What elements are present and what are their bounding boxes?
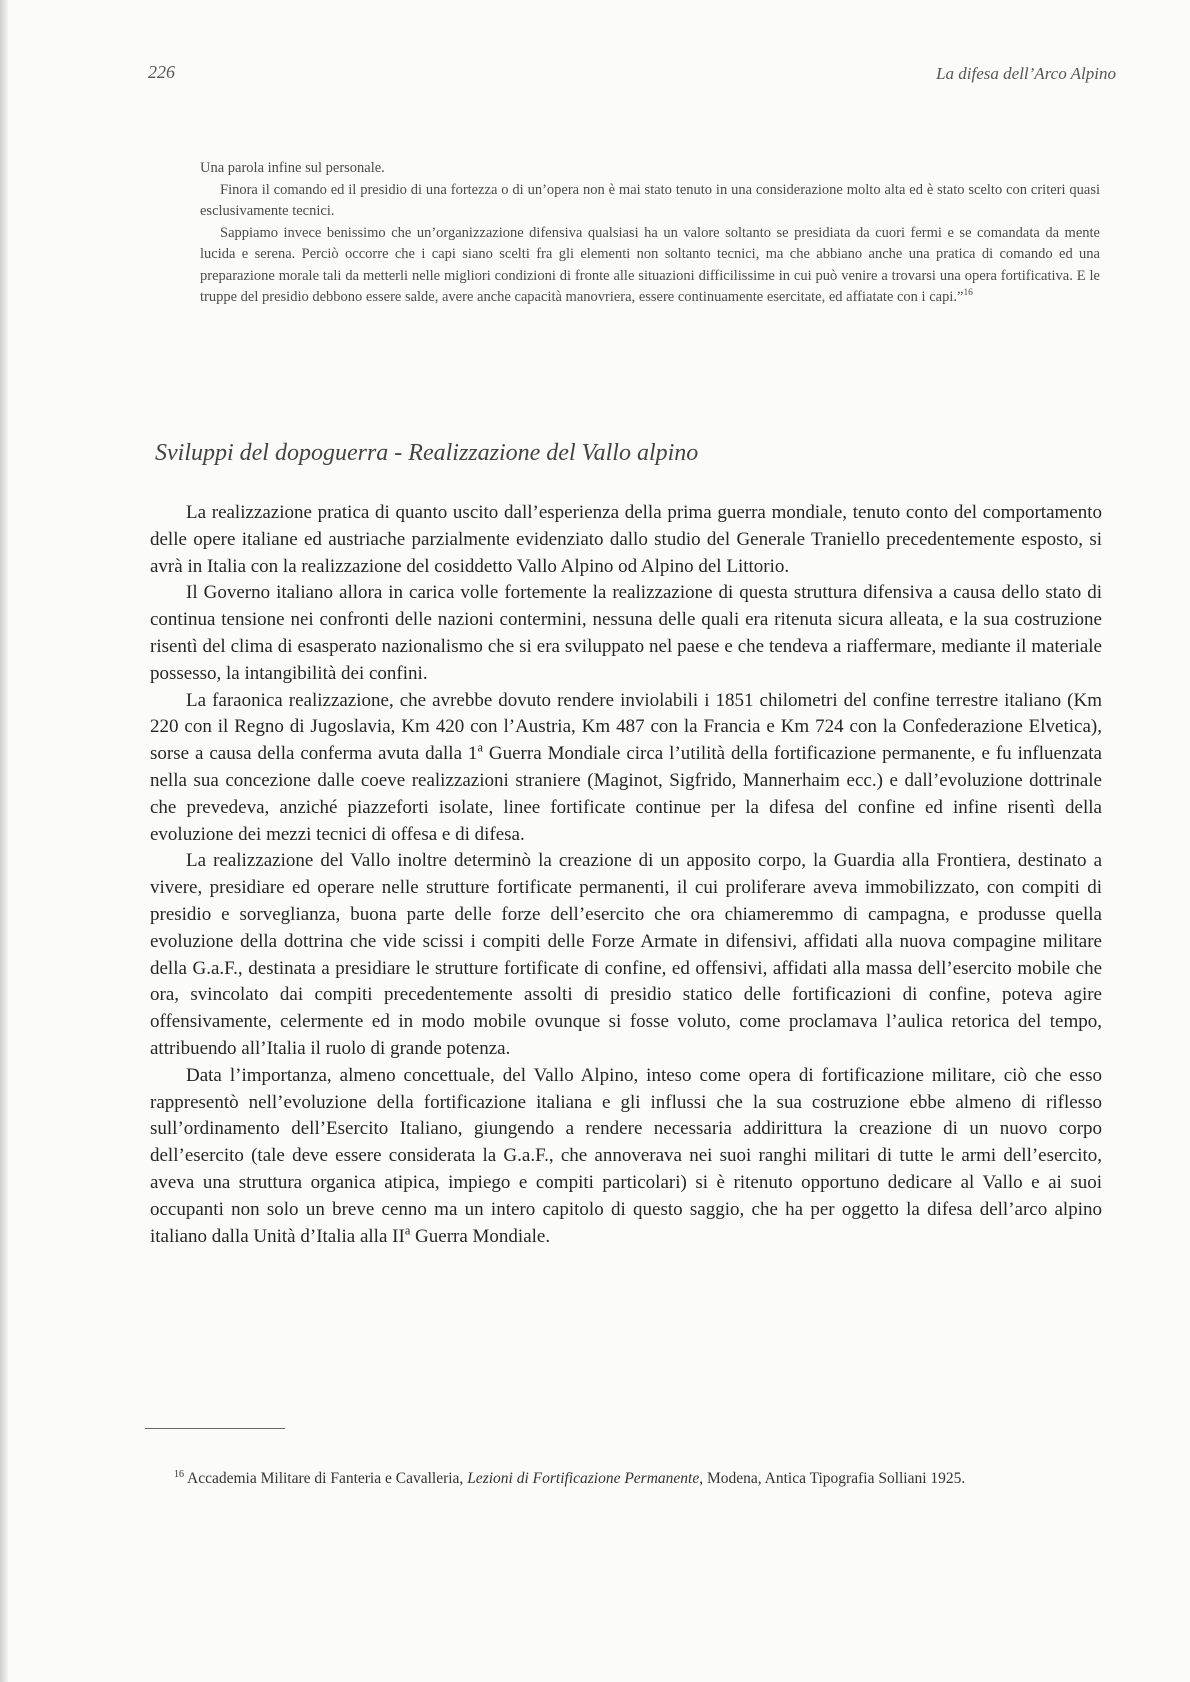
footnote-book-title: Lezioni di Fortificazione Permanente (467, 1470, 700, 1487)
block-quote (200, 158, 1100, 309)
body-paragraph: La realizzazione del Vallo inoltre determinò la creazione di un apposito corpo, la Guardia alla Frontiera, destinato a vivere, presidiare ed operare nelle strutture fortificate permanenti, il cui proliferare aveva immobilizzato, con compiti di presidio e sorveglianza, buona parte delle forze dell’esercito che ora chiameremmo di campagna, e produsse quella evoluzione della dottrina che vide scissi i compiti delle Forze Armate in difensivi, affidati alla nuova compagine militare della G.a.F., destinata a presidiare le strutture fortificate di confine, ed offensivi, affidati alla massa dell’esercito mobile che ora, svincolato dai compiti precedentemente assolti di presidio statico delle fortificazioni di confine, poteva agire offensivamente, celermente ed in modo mobile ovunque si fosse voluto, come proclamava l’aulica retorica del tempo, attribuendo all’Italia il ruolo di grande potenza. (150, 850, 1102, 1059)
body-paragraph: La realizzazione pratica di quanto uscito dall’esperienza della prima guerra mondiale, tenuto conto del comportamento delle opere italiane ed austriache parzialmente evidenziato dallo studio del Generale Traniello precedentemente esposto, si avrà in Italia con la realizzazione del cosiddetto Vallo Alpino od Alpino del Littorio. (150, 502, 1102, 577)
running-title: La difesa dell’Arco Alpino (936, 64, 1116, 83)
footnote-reference[interactable]: 16 (963, 288, 973, 299)
ordinal-superscript: a (404, 1223, 411, 1238)
footnote-text: Accademia Militare di Fanteria e Cavalleria, (184, 1470, 468, 1487)
footnote-number: 16 (174, 1468, 184, 1480)
ordinal-superscript: a (477, 740, 483, 755)
quote-paragraph: Finora il comando ed il presidio di una fortezza o di un’opera non è mai stato tenuto in una considerazione molto alta ed è stato scelto con criteri quasi esclusivamente tecnici. (200, 181, 1100, 219)
body-paragraph-text: Guerra Mondiale circa l’utilità della fortificazione permanente, e fu influenzata nella sua concezione dalle coeve realizzazioni straniere (Maginot, Sigfrido, Mannerhaim ecc.) e dall’evoluzione dottrinale che prevedeva, anziché piazzeforti isolate, linee fortificate continue per la difesa del confine ed infine risentì della evoluzione dei mezzi tecnici di offesa e di difesa. (150, 743, 1102, 845)
scan-edge (0, 0, 8, 1682)
quote-paragraph: Una parola infine sul personale. (200, 160, 385, 176)
page-number: 226 (148, 62, 175, 82)
body-paragraph (150, 688, 1102, 849)
footnote (174, 1470, 1114, 1488)
body-paragraph (150, 1063, 1102, 1251)
body-paragraph-text: Data l’importanza, almeno concettuale, del Vallo Alpino, inteso come opera di fortificazione militare, ciò che esso rappresentò nell’evoluzione della fortificazione italiana e gli influssi che la sua costruzione ebbe almeno di riflesso sull’ordinamento dell’Esercito Italiano, giungendo a rendere necessaria addirittura la creazione di un nuovo corpo dell’esercito (tale deve essere considerata la G.a.F., che annoverava nei suoi ranghi militari di tutte le armi dell’esercito, aveva una struttura organica atipica, impiego e compiti particolari) si è ritenuto opportuno dedicare al Vallo e ai suoi occupanti non solo un breve cenno ma un intero capitolo di questo saggio, che ha per oggetto la difesa dell’arco alpino italiano dalla Unità d’Italia alla II (150, 1064, 1102, 1247)
quote-paragraph (200, 223, 1100, 309)
body-text (150, 500, 1102, 1250)
section-heading: Sviluppi del dopoguerra - Realizzazione del Vallo alpino (155, 440, 699, 466)
body-paragraph: Il Governo italiano allora in carica volle fortemente la realizzazione di questa struttura difensiva a causa dello stato di continua tensione nei confronti delle nazioni contermini, nessuna delle quali era ritenuta sicura alleata, e la sua costruzione risentì del clima di esasperato nazionalismo che si era sviluppato nel paese e che tendeva a riaffermare, mediante il materiale possesso, la intangibilità dei confini. (150, 582, 1102, 684)
footnote-text: , Modena, Antica Tipografia Solliani 1925. (699, 1470, 966, 1487)
body-paragraph-text: La faraonica realizzazione, che avrebbe dovuto rendere inviolabili i 1851 chilometri del confine terrestre italiano (Km 220 con il Regno di Jugoslavia, Km 420 con l’Austria, Km 487 con la Francia e Km 724 con la Confederazione Elvetica), sorse a causa della conferma avuta dalla 1 (150, 689, 1102, 765)
footnote-divider (145, 1428, 285, 1429)
quote-paragraph-text: Sappiamo invece benissimo che un’organizzazione difensiva qualsiasi ha un valore soltanto se presidiata da cuori fermi e se comandata da mente lucida e serena. Perciò occorre che i capi siano scelti fra gli elementi non soltanto tecnici, ma che abbiano anche una pratica di comando ed una preparazione morale tali da metterli nelle migliori condizioni di fronte alle situazioni difficilissime in cui può venire a trovarsi una opera fortificativa. E le truppe del presidio debbono essere salde, avere anche capacità manovriera, essere continuamente esercitate, ed affiatate con i capi.” (200, 224, 1100, 305)
body-paragraph-text: Guerra Mondiale. (410, 1225, 551, 1247)
